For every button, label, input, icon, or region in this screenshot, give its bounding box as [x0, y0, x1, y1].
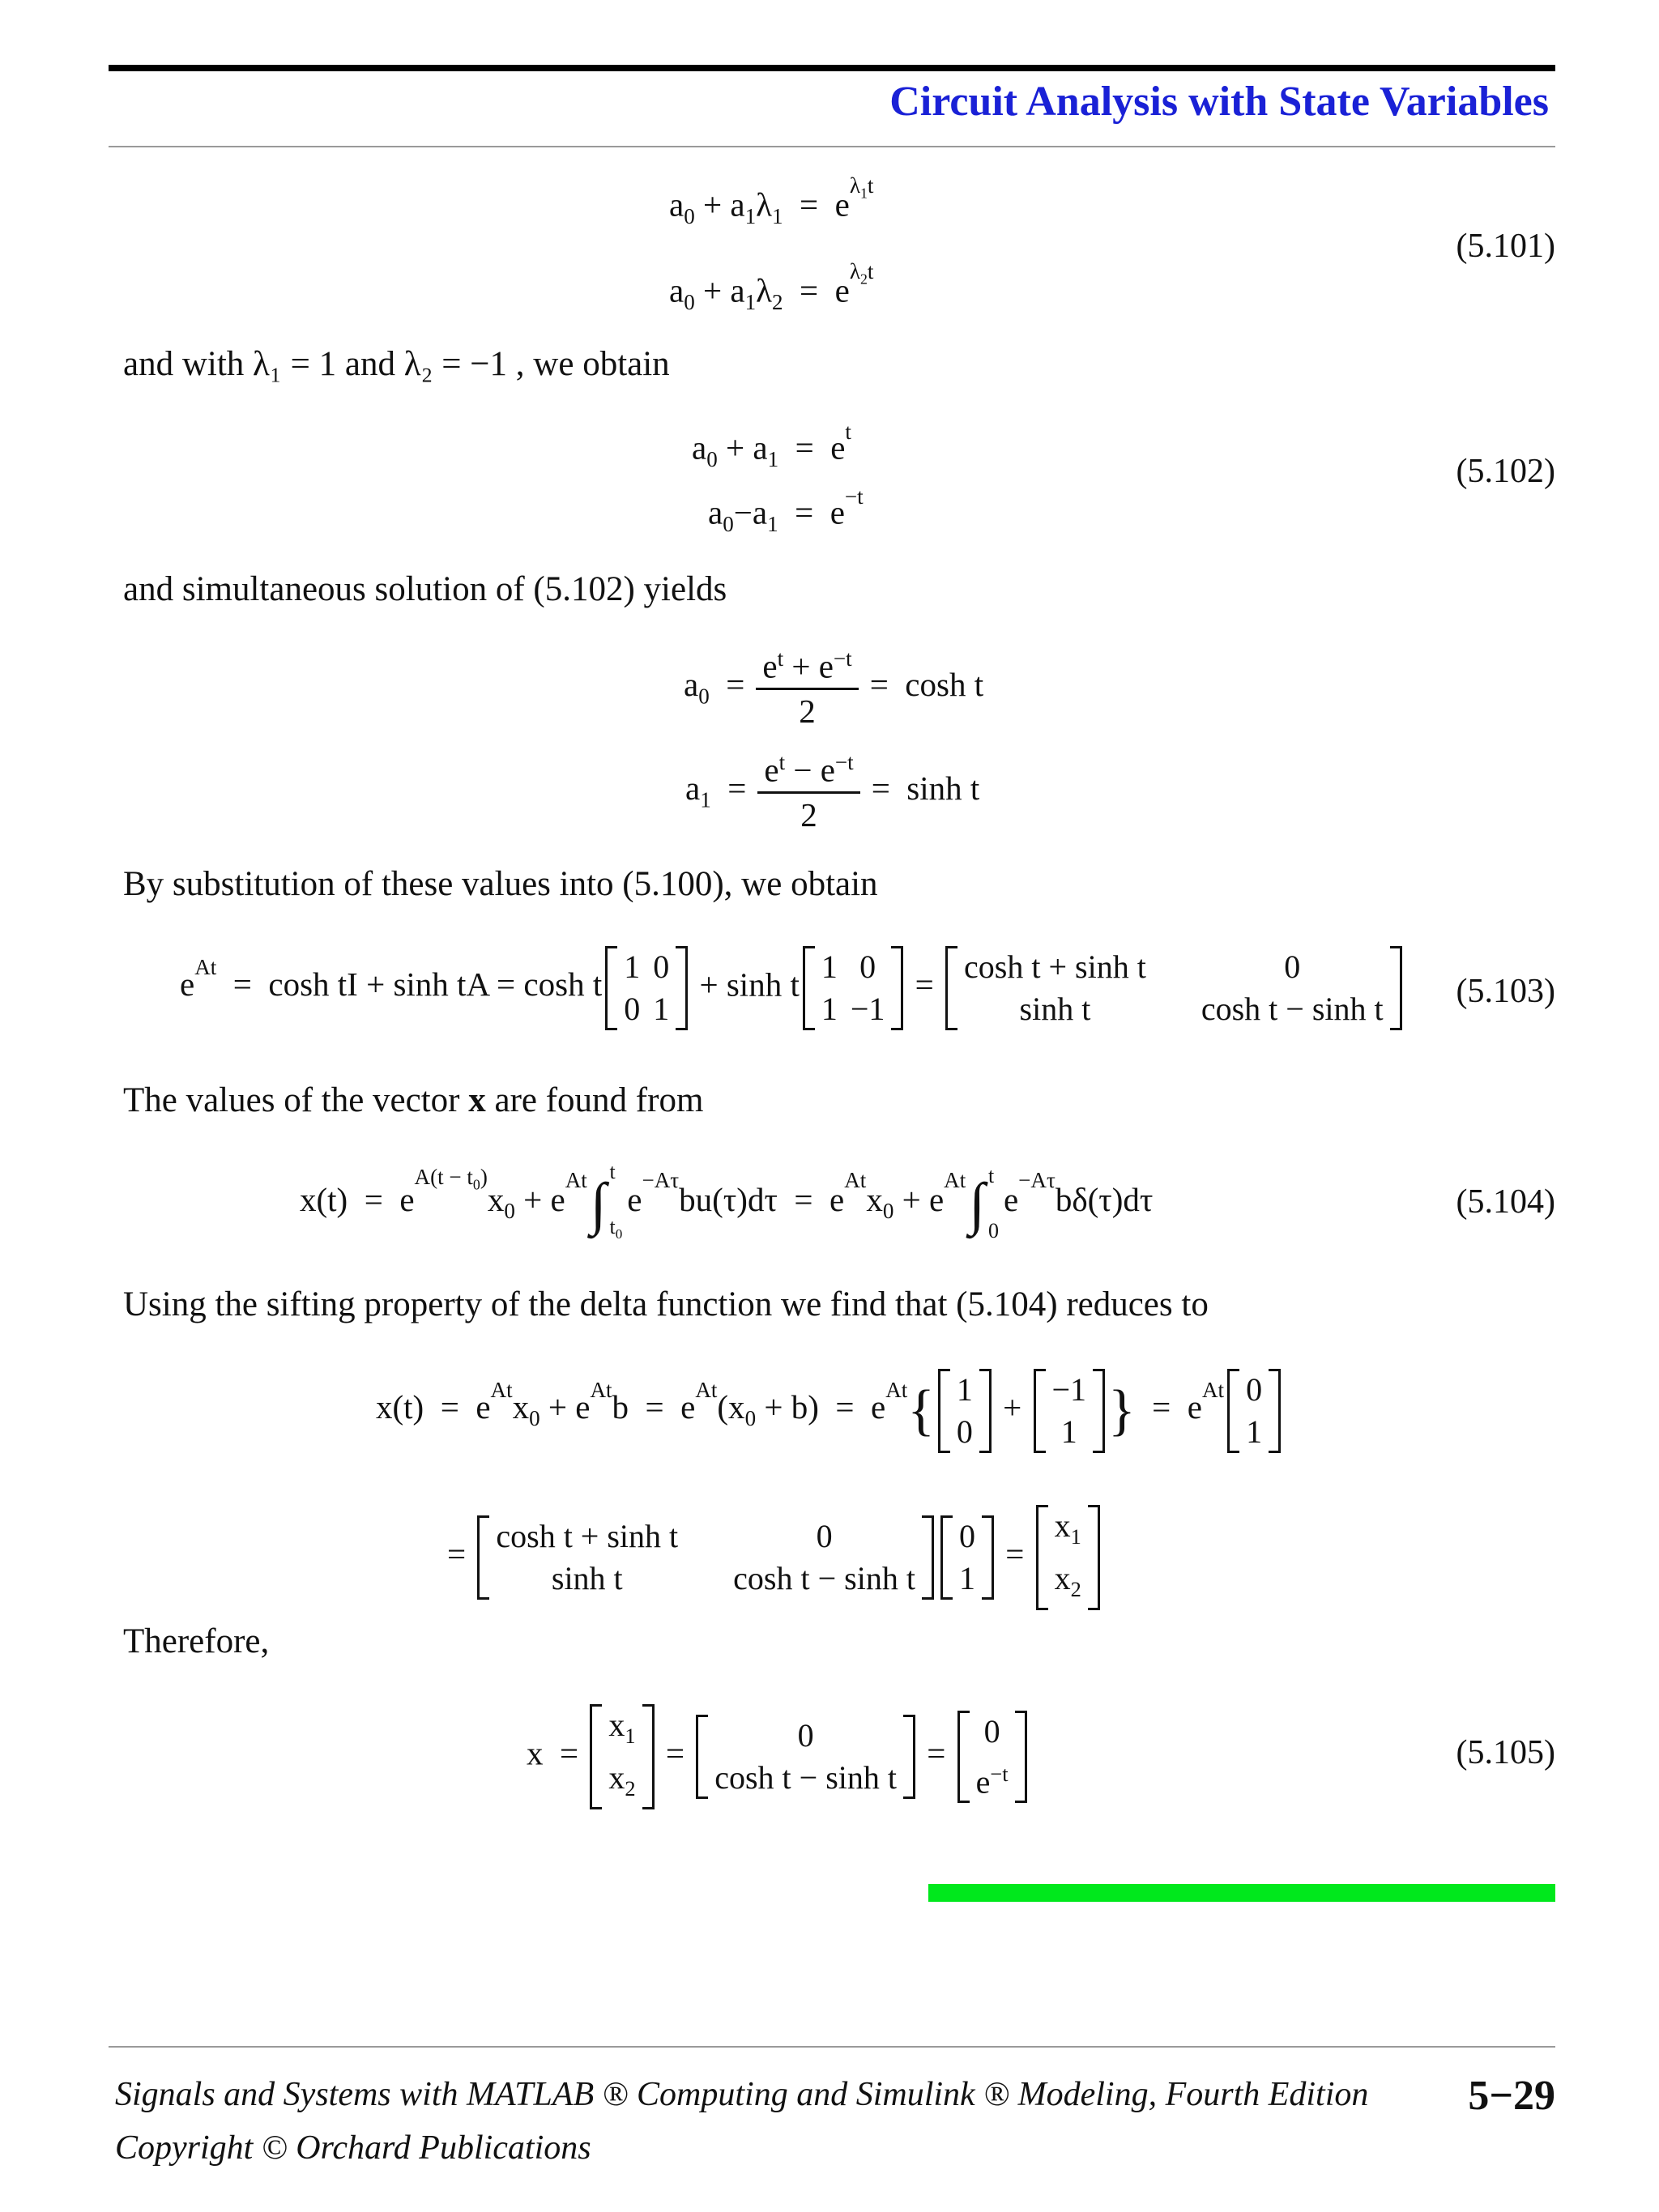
paragraph-substitution: By substitution of these values into (5.100), we obtain — [123, 865, 878, 903]
equation-x-derivation-2: = cosh t + sinh t 0 sinh t cosh t − sinh t 0 1 = $x_1$ $x_2$ — [447, 1505, 1103, 1610]
vector-text-after: are found from — [494, 1081, 704, 1119]
equation-5-101-line2: $a_0 + a_1\lambda_2 = e^{\lambda_2t}$ — [669, 259, 874, 314]
equation-a0-cosh: $a_0$ = $\frac{e^t + e^{-t}}{2}$ = cosh t — [684, 646, 984, 730]
vector-text-before: The values of the vector — [123, 1081, 460, 1119]
equation-number-5-101: (5.101) — [1456, 228, 1555, 265]
footer-rule — [109, 2046, 1555, 2048]
paragraph-lambda-values: and with λ₁ = 1 and λ₂ = −1 , we obtain — [123, 345, 670, 383]
equation-5-102-line1: $a_0 + a_1 = e^t$ — [692, 420, 851, 471]
page-number: 5−29 — [1468, 2073, 1555, 2119]
equation-number-5-102: (5.102) — [1456, 453, 1555, 490]
equation-5-105: x = $x_1$ $x_2$ = 0 cosh t − sinh t = 0 $e^{-t}$ — [527, 1704, 1030, 1809]
paragraph-vector-x — [123, 1080, 703, 1120]
equation-number-5-103: (5.103) — [1456, 973, 1555, 1010]
equation-5-103: $e^{At} = \cosh$ tI + sinh tA = cosh t 1 0 0 1 + sinh t 1 0 1 −1 = cosh t + sinh t 0 sinh t cosh t − sinh t — [180, 946, 1405, 1030]
equation-5-101-line1: $a_0 + a_1\lambda_1 = e^{\lambda_1t}$ — [669, 173, 874, 228]
paragraph-simultaneous-solution: and simultaneous solution of (5.102) yields — [123, 570, 727, 608]
equation-5-104: $x(t) = e^{A(t - t_0)}x_0 + e^{At}\int$ t $t_0e^{-A\tau}bu(\tau)d\tau = e^{At}x_0 + e^{At}\int$ t $0e^{-A\tau}b\delta(\tau)d\tau$ — [300, 1160, 1154, 1242]
vector-symbol: x — [468, 1081, 486, 1119]
equation-number-5-105: (5.105) — [1456, 1734, 1555, 1771]
header-rule — [109, 146, 1555, 147]
equation-a1-sinh: $a_1$ = $\frac{e^t - e^{-t}}{2}$ = sinh t — [685, 750, 980, 833]
footer-book-title: Signals and Systems with MATLAB ® Computing and Simulink ® Modeling, Fourth Edition — [115, 2076, 1369, 2113]
equation-5-102-line2: $a_0-a_1 = e^{-t}$ — [708, 484, 864, 536]
paragraph-therefore: Therefore, — [123, 1622, 270, 1660]
running-header-title: Circuit Analysis with State Variables — [889, 79, 1549, 125]
equation-x-derivation-1: $x(t) = e^{At}x_0 + e^{At}b = e^{At}(x_0 + b) = e^{At}${ 1 0 + −1 1 } = $e^{At}$ 0 1 — [376, 1369, 1284, 1453]
footer-copyright: Copyright © Orchard Publications — [115, 2129, 591, 2167]
paragraph-sifting-property: Using the sifting property of the delta function we find that (5.104) reduces to — [123, 1285, 1209, 1323]
equation-number-5-104: (5.104) — [1456, 1183, 1555, 1221]
top-rule — [109, 65, 1555, 71]
end-of-section-bar — [928, 1884, 1555, 1902]
